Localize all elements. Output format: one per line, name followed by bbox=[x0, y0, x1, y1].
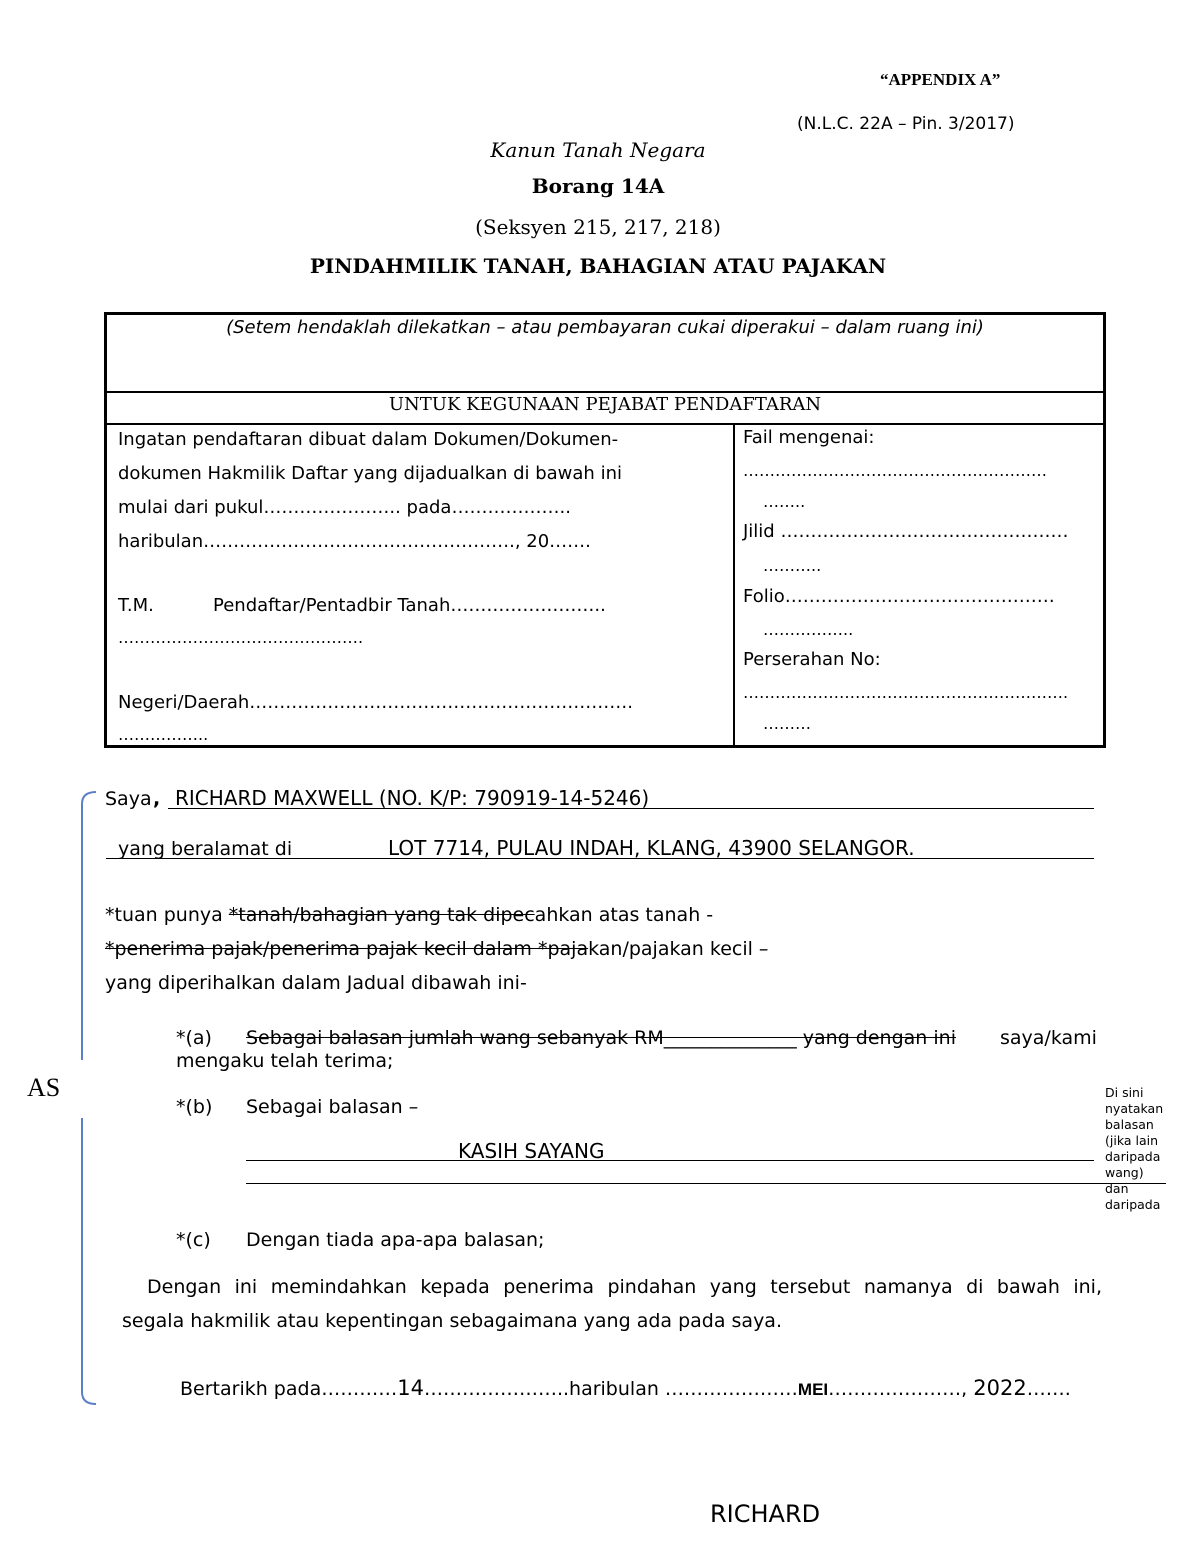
date-year: 2022 bbox=[973, 1376, 1027, 1400]
side-note-line: daripada bbox=[1105, 1197, 1161, 1212]
side-note-line: dan bbox=[1105, 1181, 1129, 1196]
address-underline bbox=[106, 858, 1094, 859]
seal-label: T.M. bbox=[118, 595, 154, 616]
form-reference: (N.L.C. 22A – Pin. 3/2017) bbox=[797, 114, 1015, 134]
struck-text: *tanah/bahagian yang tak dipec bbox=[228, 904, 535, 926]
appendix-label: “APPENDIX A” bbox=[880, 70, 1001, 89]
left-bracket bbox=[74, 788, 104, 1413]
option-a-text: Sebagai balasan jumlah wang sebanyak RM______________ yang dengan ini bbox=[246, 1027, 956, 1049]
side-note-line: (jika lain bbox=[1105, 1133, 1159, 1148]
registration-time-line: mulai dari pukul………………….. pada……………….. bbox=[118, 497, 571, 518]
option-a-rest: saya/kami bbox=[1000, 1027, 1097, 1049]
date-month: MEI bbox=[797, 1380, 829, 1399]
side-note-line: balasan bbox=[1105, 1117, 1154, 1132]
registrar-dots: ………………………………………. bbox=[118, 628, 364, 647]
act-name: Kanun Tanah Negara bbox=[490, 138, 706, 162]
folio-dots: …………….. bbox=[763, 620, 854, 639]
struck-text: *penerima pajak/penerima pajak kecil dalam *paja bbox=[105, 938, 589, 960]
presentation-dots: ……………………………………………………. bbox=[743, 683, 1069, 702]
registration-note-line1: Ingatan pendaftaran dibuat dalam Dokumen/Dokumen- bbox=[118, 429, 619, 450]
divider bbox=[733, 423, 735, 745]
signature-name: RICHARD bbox=[710, 1500, 821, 1528]
date-line bbox=[180, 1376, 1071, 1400]
presentation-label: Perserahan No: bbox=[743, 649, 881, 670]
office-use-heading: UNTUK KEGUNAAN PEJABAT PENDAFTARAN bbox=[388, 394, 822, 415]
presentation-dots-2: ……… bbox=[763, 714, 811, 733]
state-district-line: Negeri/Daerah………………………………………………………. bbox=[118, 692, 634, 713]
date-prefix: Bertarikh pada………… bbox=[180, 1378, 398, 1400]
name-underline bbox=[168, 808, 1094, 809]
transferor-name: RICHARD MAXWELL (NO. K/P: 790919-14-5246) bbox=[175, 786, 650, 810]
consideration-underline bbox=[246, 1160, 1094, 1161]
address-label: yang beralamat di bbox=[118, 838, 293, 860]
transferor-address: LOT 7714, PULAU INDAH, KLANG, 43900 SELANGOR. bbox=[388, 836, 915, 860]
consideration-underline-2 bbox=[246, 1183, 1166, 1184]
side-note-line: daripada bbox=[1105, 1149, 1161, 1164]
transfer-text-line2: segala hakmilik atau kepentingan sebagaimana yang ada pada saya. bbox=[122, 1310, 782, 1332]
state-district-dots: …………….. bbox=[118, 725, 209, 744]
saya-label: Saya bbox=[105, 788, 152, 810]
side-note-line: Di sini bbox=[1105, 1085, 1144, 1100]
ownership-text: ahkan atas tanah - bbox=[534, 904, 714, 926]
date-mid: …………………..haribulan ………………… bbox=[423, 1378, 798, 1400]
side-note-line: nyatakan bbox=[1105, 1101, 1164, 1116]
file-label: Fail mengenai: bbox=[743, 427, 875, 448]
divider bbox=[107, 391, 1103, 393]
option-a-line2: mengaku telah terima; bbox=[176, 1050, 394, 1072]
volume-line: Jilid ………………………………………… bbox=[743, 521, 1069, 542]
option-b-text: Sebagai balasan – bbox=[246, 1096, 419, 1118]
registrar-line: Pendaftar/Pentadbir Tanah…………………….. bbox=[213, 595, 606, 616]
registration-note-line2: dokumen Hakmilik Daftar yang dijadualkan di bawah ini bbox=[118, 463, 622, 484]
ownership-line-2 bbox=[105, 938, 768, 960]
option-b-label: *(b) bbox=[176, 1096, 213, 1118]
option-a-label: *(a) bbox=[176, 1027, 212, 1049]
side-note bbox=[1105, 1085, 1175, 1213]
consideration-value: KASIH SAYANG bbox=[458, 1139, 605, 1163]
ownership-line-1 bbox=[105, 904, 713, 926]
ownership-line-3: yang diperihalkan dalam Jadual dibawah ini- bbox=[105, 972, 527, 994]
file-dots: ………………………………………………… bbox=[743, 461, 1047, 480]
ownership-text: *tuan punya bbox=[105, 904, 229, 926]
file-dots-2: …….. bbox=[763, 492, 806, 511]
form-sections: (Seksyen 215, 217, 218) bbox=[475, 215, 721, 239]
transfer-text-line1: Dengan ini memindahkan kepada penerima pindahan yang tersebut namanya di bawah ini, bbox=[147, 1276, 1102, 1298]
ownership-text: kan/pajakan kecil – bbox=[588, 938, 769, 960]
folio-line: Folio……………………………………… bbox=[743, 586, 1055, 607]
side-note-line: wang) bbox=[1105, 1165, 1144, 1180]
registration-date-line: haribulan……………………………………………., 20……. bbox=[118, 531, 591, 552]
stamp-note: (Setem hendaklah dilekatkan – atau pembayaran cukai diperakui – dalam ruang ini) bbox=[226, 317, 984, 338]
option-c-text: Dengan tiada apa-apa balasan; bbox=[246, 1229, 545, 1251]
date-day: 14 bbox=[397, 1376, 424, 1400]
page-title: PINDAHMILIK TANAH, BAHAGIAN ATAU PAJAKAN bbox=[309, 254, 887, 278]
date-suffix: ……. bbox=[1026, 1378, 1071, 1400]
option-c-label: *(c) bbox=[176, 1229, 211, 1251]
margin-label: AS bbox=[27, 1073, 61, 1102]
registry-box bbox=[104, 312, 1106, 748]
saya-comma: , bbox=[153, 788, 161, 810]
volume-dots: ……….. bbox=[763, 556, 822, 575]
date-after-month: …………………, bbox=[828, 1378, 974, 1400]
form-number: Borang 14A bbox=[531, 174, 665, 198]
